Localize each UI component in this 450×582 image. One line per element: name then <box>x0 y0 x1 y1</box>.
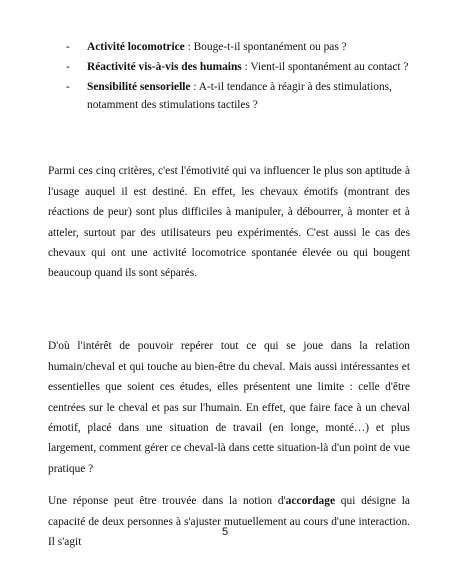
paragraph-text: qui désigne la capacité de deux personnes à s'ajuster mutuellement au cours d'une interaction. Il s'agit <box>48 495 410 549</box>
paragraph-accordage <box>48 491 410 552</box>
bullet-term: Réactivité vis-à-vis des humains <box>87 61 242 73</box>
bullet-item-locomotor-activity <box>64 38 414 56</box>
bullet-dash: - <box>66 81 70 93</box>
bullet-text: : Bouge-t-il spontanément ou pas ? <box>184 41 347 53</box>
bold-term-accordage: accordage <box>285 495 335 508</box>
page-number: 5 <box>221 526 229 538</box>
bullet-term: Sensibilité sensorielle <box>87 81 191 93</box>
bullet-term: Activité locomotrice <box>87 41 185 53</box>
bullet-dash: - <box>66 61 70 73</box>
bullet-text: : Vient-il spontanément au contact ? <box>241 61 409 73</box>
paragraph-human-horse-relation: D'où l'intérêt de pouvoir repérer tout ce qui se joue dans la relation humain/cheval et qui touche au bien-être du cheval. Mais aussi intéressantes et essentielles que soient ces études, elles présentent une limite : celle d'être centrées sur le cheval et pas sur l'humain. En effet, que faire face à un cheval émotif, placé dans une situation de travail (en longe, monté…) et plus largement, comment gérer ce cheval-là dans cette situation-là d'un point de vue pratique ? <box>48 340 410 475</box>
bullet-item-human-reactivity <box>64 58 414 76</box>
bullet-text: : A-t-il tendance à réagir à des stimulations, notamment des stimulations tactiles ? <box>87 81 392 111</box>
paragraph-emotivity: Parmi ces cinq critères, c'est l'émotivité qui va influencer le plus son aptitude à l'usage auquel il est destiné. En effet, les chevaux émotifs (montrant des réactions de peur) sont plus difficiles à manipuler, à débourrer, à monter et à atteler, surtout par des utilisateurs peu expérimentés. C'est aussi le cas des chevaux qui ont une activité locomotrice spontanée élevée ou qui bougent beaucoup quand ils sont séparés. <box>48 165 410 280</box>
bullet-item-sensory-sensitivity <box>64 78 414 114</box>
paragraph-text: Une réponse peut être trouvée dans la notion d' <box>48 495 286 508</box>
criteria-bullet-list <box>64 38 414 116</box>
bullet-dash: - <box>66 41 70 53</box>
